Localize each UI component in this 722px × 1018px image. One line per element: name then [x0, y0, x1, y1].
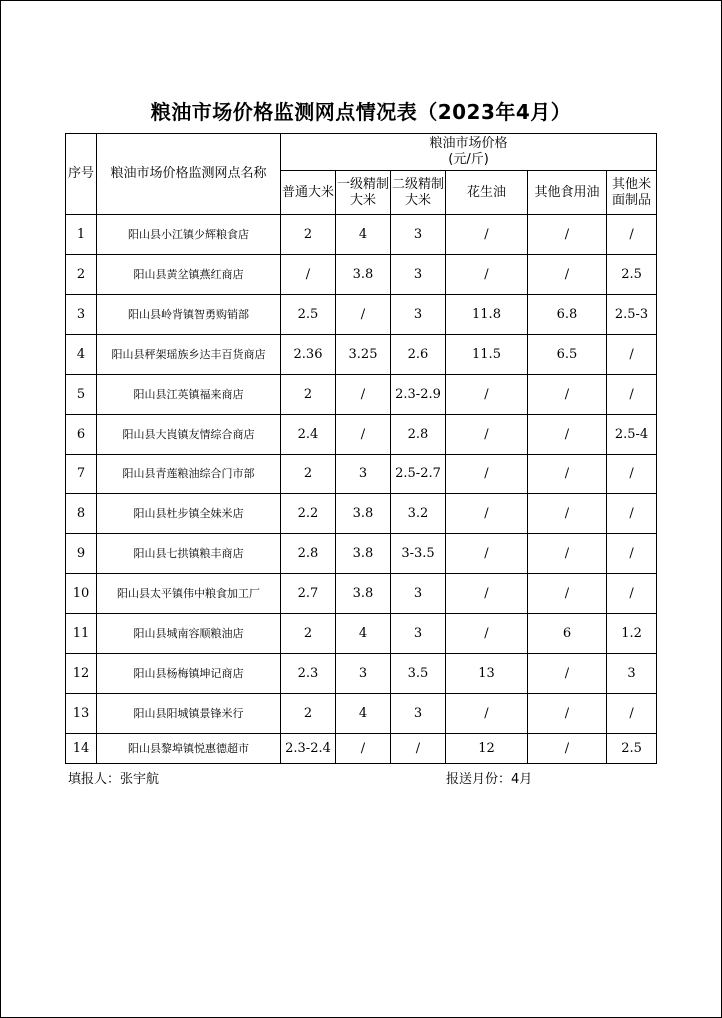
row-price-cell: /	[528, 494, 607, 534]
table-row	[66, 295, 657, 335]
row-price-cell: 2.3-2.4	[281, 734, 336, 764]
row-price-cell: /	[446, 494, 528, 534]
table-row	[66, 455, 657, 494]
table-row	[66, 574, 657, 614]
table-row	[66, 534, 657, 574]
row-price-cell: 3.25	[336, 335, 391, 375]
row-outlet-name: 阳山县城南容顺粮油店	[97, 614, 281, 654]
table-row	[66, 255, 657, 295]
row-price-cell: /	[607, 375, 657, 415]
row-price-cell: 3	[391, 255, 446, 295]
row-price-cell: 2.3	[281, 654, 336, 694]
row-price-cell: 12	[446, 734, 528, 764]
row-price-cell: /	[446, 534, 528, 574]
row-price-cell: /	[336, 734, 391, 764]
row-price-cell: 6.5	[528, 335, 607, 375]
row-price-cell: 2.8	[391, 415, 446, 455]
row-price-cell: /	[607, 494, 657, 534]
row-price-cell: 1.2	[607, 614, 657, 654]
row-price-cell: /	[528, 415, 607, 455]
row-price-cell: 3	[391, 614, 446, 654]
row-price-cell: 3.8	[336, 534, 391, 574]
row-price-cell: 4	[336, 614, 391, 654]
table-row	[66, 694, 657, 734]
row-price-cell: /	[528, 534, 607, 574]
row-price-cell: /	[607, 534, 657, 574]
row-price-cell: /	[607, 574, 657, 614]
row-price-cell: 11.8	[446, 295, 528, 335]
row-price-cell: /	[528, 654, 607, 694]
header-price-group	[281, 134, 657, 171]
table-row	[66, 654, 657, 694]
header-price-group-label: 粮油市场价格	[429, 136, 508, 151]
row-outlet-name: 阳山县小江镇少辉粮食店	[97, 215, 281, 255]
row-seq: 11	[66, 614, 97, 654]
row-price-cell: 2	[281, 694, 336, 734]
row-seq: 7	[66, 455, 97, 494]
row-price-cell: 3.5	[391, 654, 446, 694]
row-price-cell: 6.8	[528, 295, 607, 335]
row-outlet-name: 阳山县杨梅镇坤记商店	[97, 654, 281, 694]
row-price-cell: 13	[446, 654, 528, 694]
row-seq: 9	[66, 534, 97, 574]
row-price-cell: /	[446, 614, 528, 654]
row-price-cell: 3.8	[336, 255, 391, 295]
row-seq: 10	[66, 574, 97, 614]
row-seq: 12	[66, 654, 97, 694]
row-price-cell: 2.5	[607, 255, 657, 295]
header-col-grade1-rice: 一级精制大米	[336, 171, 391, 215]
row-price-cell: /	[391, 734, 446, 764]
row-price-cell: 2.5-3	[607, 295, 657, 335]
header-col-other-products: 其他米面制品	[607, 171, 657, 215]
row-price-cell: 2.5-4	[607, 415, 657, 455]
row-price-cell: /	[336, 415, 391, 455]
row-price-cell: 2	[281, 215, 336, 255]
row-seq: 1	[66, 215, 97, 255]
row-price-cell: /	[528, 255, 607, 295]
row-seq: 8	[66, 494, 97, 534]
row-price-cell: /	[336, 375, 391, 415]
footer-reporter: 填报人：张宇航	[68, 772, 160, 787]
row-price-cell: 2.4	[281, 415, 336, 455]
table-row	[66, 375, 657, 415]
row-price-cell: /	[528, 375, 607, 415]
row-price-cell: 3	[336, 455, 391, 494]
row-price-cell: 2.36	[281, 335, 336, 375]
header-row-1	[66, 134, 657, 171]
header-col-regular-rice: 普通大米	[281, 171, 336, 215]
header-col-peanut-oil: 花生油	[446, 171, 528, 215]
row-seq: 4	[66, 335, 97, 375]
row-price-cell: 2.5	[281, 295, 336, 335]
row-price-cell: /	[528, 455, 607, 494]
row-price-cell: 2	[281, 375, 336, 415]
header-price-unit: (元/斤)	[448, 152, 489, 167]
row-price-cell: /	[336, 295, 391, 335]
row-outlet-name: 阳山县大崀镇友情综合商店	[97, 415, 281, 455]
row-price-cell: 2.6	[391, 335, 446, 375]
header-name: 粮油市场价格监测网点名称	[97, 134, 281, 215]
row-price-cell: 3	[336, 654, 391, 694]
row-price-cell: 2.7	[281, 574, 336, 614]
row-price-cell: /	[528, 694, 607, 734]
row-price-cell: 3.8	[336, 494, 391, 534]
row-outlet-name: 阳山县七拱镇粮丰商店	[97, 534, 281, 574]
row-price-cell: /	[446, 215, 528, 255]
table-row	[66, 734, 657, 764]
row-seq: 2	[66, 255, 97, 295]
row-price-cell: 3.8	[336, 574, 391, 614]
row-price-cell: 3.2	[391, 494, 446, 534]
row-price-cell: /	[446, 415, 528, 455]
row-price-cell: /	[446, 455, 528, 494]
row-price-cell: /	[528, 215, 607, 255]
row-seq: 6	[66, 415, 97, 455]
row-price-cell: /	[528, 574, 607, 614]
page-title: 粮油市场价格监测网点情况表（2023年4月）	[150, 100, 572, 124]
row-seq: 14	[66, 734, 97, 764]
header-col-other-oil: 其他食用油	[528, 171, 607, 215]
row-price-cell: /	[528, 734, 607, 764]
row-price-cell: /	[607, 455, 657, 494]
row-price-cell: /	[446, 375, 528, 415]
table-row	[66, 215, 657, 255]
row-seq: 5	[66, 375, 97, 415]
row-price-cell: 3	[391, 295, 446, 335]
row-outlet-name: 阳山县江英镇福来商店	[97, 375, 281, 415]
row-outlet-name: 阳山县岭背镇智勇购销部	[97, 295, 281, 335]
row-price-cell: /	[607, 215, 657, 255]
row-price-cell: /	[446, 694, 528, 734]
row-price-cell: 3	[391, 215, 446, 255]
row-price-cell: 4	[336, 215, 391, 255]
row-outlet-name: 阳山县太平镇伟中粮食加工厂	[97, 574, 281, 614]
table-row	[66, 614, 657, 654]
row-price-cell: 2	[281, 614, 336, 654]
row-price-cell: 2.2	[281, 494, 336, 534]
header-col-grade2-rice: 二级精制大米	[391, 171, 446, 215]
row-price-cell: /	[281, 255, 336, 295]
row-price-cell: 2.5	[607, 734, 657, 764]
row-price-cell: /	[446, 574, 528, 614]
row-price-cell: 2.3-2.9	[391, 375, 446, 415]
row-seq: 3	[66, 295, 97, 335]
table-row	[66, 335, 657, 375]
row-price-cell: 2.5-2.7	[391, 455, 446, 494]
row-price-cell: 4	[336, 694, 391, 734]
row-outlet-name: 阳山县青莲粮油综合门市部	[97, 455, 281, 494]
row-outlet-name: 阳山县黄坌镇燕红商店	[97, 255, 281, 295]
row-price-cell: 2	[281, 455, 336, 494]
row-price-cell: 2.8	[281, 534, 336, 574]
row-price-cell: 11.5	[446, 335, 528, 375]
row-outlet-name: 阳山县黎埠镇悦惠德超市	[97, 734, 281, 764]
row-price-cell: /	[607, 694, 657, 734]
row-price-cell: /	[446, 255, 528, 295]
row-price-cell: 6	[528, 614, 607, 654]
row-outlet-name: 阳山县秤架瑶族乡达丰百货商店	[97, 335, 281, 375]
table-row	[66, 494, 657, 534]
row-price-cell: 3	[607, 654, 657, 694]
footer-month: 报送月份：4月	[446, 772, 533, 787]
price-table	[65, 133, 657, 764]
row-outlet-name: 阳山县杜步镇全妹米店	[97, 494, 281, 534]
row-price-cell: 3-3.5	[391, 534, 446, 574]
table-row	[66, 415, 657, 455]
row-price-cell: 3	[391, 694, 446, 734]
header-seq: 序号	[66, 134, 97, 215]
row-outlet-name: 阳山县阳城镇景锋米行	[97, 694, 281, 734]
row-price-cell: 3	[391, 574, 446, 614]
row-price-cell: /	[607, 335, 657, 375]
row-seq: 13	[66, 694, 97, 734]
